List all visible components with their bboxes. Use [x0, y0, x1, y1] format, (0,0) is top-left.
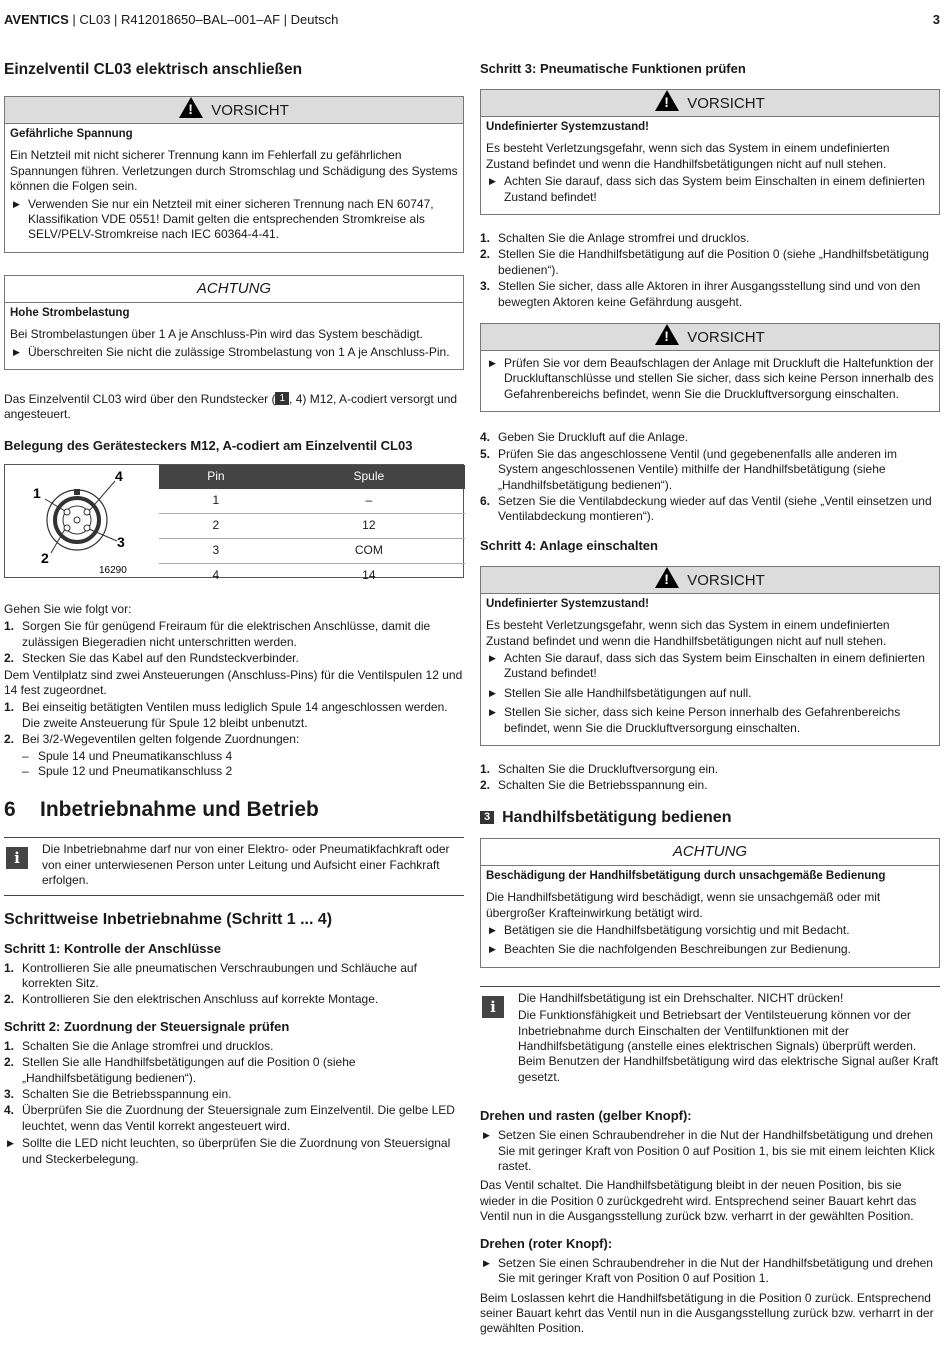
list-item: ▶ Prüfen Sie vor dem Beaufschlagen der Anlage mit Druckluft die Haltefunktion der Druckluftanschlüsse und stellen Sie sicher, dass sich keine Person innerhalb des Gefahrenbereichs befindet, wenn Sie die Druckluftversorgung einschalten.: [489, 356, 934, 401]
subsection-title: Schrittweise Inbetriebnahme (Schritt 1 ... 4): [4, 910, 333, 928]
warning-icon: !: [179, 97, 203, 118]
arrow-icon: ▶: [489, 652, 496, 663]
info-icon: i: [482, 996, 504, 1018]
info-box: i Die Handhilfsbetätigung ist ein Drehschalter. NICHT drücken! Die Funktionsfähigkeit und Betriebsart der Ventilsteuerung können vor der Inbetriebnahme durch Einschalten der Ventilfunktionen mit der Handhilfsbetätigung (anstelle eines elektrischen Signals) überprüft werden. Beim Benutzen der Handhilfsbetätigung wird das elektrische Signal außer Kraft gesetzt.: [480, 986, 940, 1093]
list-item: 3. Stellen Sie sicher, dass alle Aktoren in ihrer Ausgangsstellung sind und von den bewegten Aktoren keine Gefährdung ausgeht.: [480, 279, 921, 309]
connector-figure: [4, 464, 464, 583]
list-item: ▶ Setzen Sie einen Schraubendreher in die Nut der Handhilfsbetätigung und drehen Sie mit geringer Kraft von Position 0 auf Position 1.: [483, 1255, 933, 1286]
list-item: ▶ Stellen Sie sicher, dass sich keine Person innerhalb des Gefahrenbereichs befindet, wenn Sie die Druckluftversorgung einschalten.: [489, 705, 901, 735]
brand: AVENTICS: [4, 12, 69, 27]
list-item: ▶ Betätigen sie die Handhilfsbetätigung vorsichtig und mit Bedacht.: [489, 923, 850, 937]
list-item: – Spule 12 und Pneumatikanschluss 2: [22, 763, 233, 778]
arrow-icon: ▶: [13, 198, 20, 209]
notice-subtitle: Hohe Strombelastung: [10, 306, 130, 319]
connector-drawing: [5, 465, 159, 577]
step-title: Schritt 1: Kontrolle der Anschlüsse: [4, 940, 221, 956]
header-doc: | CL03 | R412018650–BAL–001–AF | Deutsch: [68, 12, 339, 27]
notice-label: ACHTUNG: [5, 276, 463, 303]
figure-key: 3: [480, 811, 494, 824]
list-item: 3. Schalten Sie die Betriebsspannung ein.: [4, 1087, 232, 1101]
list-item: 1. Schalten Sie die Anlage stromfrei und drucklos.: [4, 1038, 274, 1053]
intro-text: Gehen Sie wie folgt vor:: [4, 601, 132, 616]
list-item: 2. Stellen Sie alle Handhilfsbetätigungen auf die Position 0 (siehe „Handhilfsbetätigung bedienen“).: [4, 1055, 356, 1085]
subsection-title: 3 Handhilfsbetätigung bedienen: [480, 808, 940, 828]
warning-icon: !: [655, 567, 679, 588]
list-item: 4. Geben Sie Druckluft auf die Anlage.: [480, 430, 689, 445]
list-item: ▶ Überschreiten Sie nicht die zulässige Strombelastung von 1 A je Anschluss-Pin.: [13, 344, 450, 359]
supply-paragraph: Das Einzelventil CL03 wird über den Rundstecker ( 1 , 4) M12, A-codiert versorgt und angesteuert.: [4, 392, 458, 422]
paragraph: Dem Ventilplatz sind zwei Ansteuerungen (Anschluss-Pins) für die Ventilspulen 12 und 14 fest zugeordnet.: [4, 667, 463, 697]
list-item: 2. Kontrollieren Sie den elektrischen Anschluss auf korrekte Montage.: [4, 992, 379, 1007]
warning-box: ! VORSICHT Undefinierter Systemzustand! Es besteht Verletzungsgefahr, wenn sich das System in einem undefinierten Zustand befindet und wenn die Handhilfsbetätigungen nicht auf null stehen. ▶ Achten Sie darauf, dass sich das System beim Einschalten in einem definierten Zustand befindet!: [480, 89, 940, 215]
warning-box: [4, 96, 464, 253]
list-item: 2. Bei 3/2-Wegeventilen gelten folgende Zuordnungen:: [4, 732, 300, 747]
step-list: [4, 961, 464, 1008]
table-row: 1 –: [159, 489, 465, 514]
list-item: 1. Schalten Sie die Druckluftversorgung ein.: [480, 761, 719, 776]
list-item: ▶ Stellen Sie alle Handhilfsbetätigungen auf null.: [489, 685, 752, 700]
step-title: Schritt 4: Anlage einschalten: [480, 537, 658, 553]
arrow-icon: ▶: [7, 1138, 14, 1149]
list-item: 4. Überprüfen Sie die Zuordnung der Steuersignale zum Einzelventil. Die gelbe LED leuchtet, wenn das Ventil korrekt angesteuert wird.: [4, 1103, 455, 1133]
step-list: [4, 619, 464, 666]
pin-label: 2: [41, 549, 49, 566]
warning-box: ! VORSICHT ▶ Prüfen Sie vor dem Beaufschlagen der Anlage mit Druckluft die Haltefunktion der Druckluftanschlüsse und stellen Sie sicher, dass sich keine Person innerhalb des Gefahrenbereichs befindet, wenn Sie die Druckluftversorgung einschalten.: [480, 323, 940, 412]
list-item: ▶ Verwenden Sie nur ein Netzteil mit einer sicheren Trennung nach EN 60747, Klassifikation VDE 0551! Damit gelten die entsprechenden Stromkreise als SELV/PELV-Stromkreise nach IEC 60364-4-41.: [13, 196, 434, 242]
table-header: Spule: [273, 465, 465, 489]
arrow-icon: ▶: [483, 1257, 490, 1268]
step-title: Schritt 2: Zuordnung der Steuersignale prüfen: [4, 1018, 290, 1034]
chapter-title: 6 Inbetriebnahme und Betrieb: [4, 798, 319, 822]
step-list: [480, 762, 940, 794]
page-number: 3: [932, 12, 940, 27]
warning-text: Ein Netzteil mit nicht sicherer Trennung kann im Fehlerfall zu gefährlichen Spannungen führen. Verletzungen durch Stromschlag und Schädigung des Systems können die Folgen sein.: [10, 148, 458, 194]
list-item: ▶ Sollte die LED nicht leuchten, so überprüfen Sie die Zuordnung von Steuersignal und Steckerbelegung.: [7, 1136, 451, 1166]
info-icon: i: [6, 847, 28, 869]
right-column: Schritt 3: Pneumatische Funktionen prüfen ! VORSICHT Undefinierter Systemzustand! Es besteht Verletzungsgefahr, wenn sich das System in einem undefinierten Zustand befindet und wenn die Handhilfsbetätigungen nicht auf null stehen. ▶ Achten Sie darauf, dass sich das System beim Einschalten in einem definierten Zustand befindet! 1. Schalten Sie die Anlage stromfrei und drucklos. 2. Stellen Sie die Handhilfsbetätigung auf die Position 0 (siehe „Handhilfsbetätigung bedienen“). 3. Stellen Sie sicher, dass alle Aktoren in ihrer Ausgangsstellung sind und von den bewegten Aktoren keine Gefährdung ausgeht. ! VORSICHT ▶ Prüfen Sie vor dem Beaufschlagen der Anlage mit Druckluft die Haltefunktion der Druckluftanschlüsse und stellen Sie sicher, dass sich keine Person innerhalb des Gefahrenbereichs befindet, wenn Sie die Druckluftversorgung einschalten. 4. Geben Sie Druckluft auf die Anlage. 5. Prüfen Sie das angeschlossene Ventil (und gegebenenfalls alle anderen im System angeschlossenen Ventile) mithilfe der Handhilfsbetätigung (siehe „Handhilfsbetätigung bedienen“). 6. Setzen Sie die Ventilabdeckung wieder auf das Ventil (siehe „Ventil einsetzen und Ventilabdeckung montieren“). Schritt 4: Anlage einschalten ! VORSICHT Undefinierter Systemzustand! Es besteht Verletzungsgefahr, wenn sich das System in einem undefinierten Zustand befindet und wenn die Handhilfsbetätigungen nicht auf null stehen. ▶ Achten Sie darauf, dass sich das System beim Einschalten in einem definierten Zustand befindet! ▶ Stellen Sie alle Handhilfsbetätigungen auf null. ▶ Stellen Sie sicher, dass sich keine Person innerhalb des Gefahrenbereichs befindet, wenn Sie die Druckluftversorgung einschalten. 1. Schalten Sie die Druckluftversorgung ein. 2. Schalten Sie die Betriebsspannung ein. 3 Handhilfsbetätigung bedienen ACHTUNG Beschädigung der Handhilfsbetätigung durch unsachgemäße Bedienung Die Handhilfsbetätigung wird beschädigt, wenn sie unsachgemäß oder mit übergroßer Krafteinwirkung betätigt wird. ▶ Betätigen sie die Handhilfsbetätigung vorsichtig und mit Bedacht. ▶ Beachten Sie die nachfolgenden Beschreibungen zur Bedienung. i Die Handhilfsbetätigung ist ein Drehschalter. NICHT drücken! Die Funktionsfähigkeit und Betriebsart der Ventilsteuerung können vor der Inbetriebnahme durch Einschalten der Ventilfunktionen mit der Handhilfsbetätigung (anstelle eines elektrischen Signals) überprüft werden. Beim Benutzen der Handhilfsbetätigung wird das elektrische Signal außer Kraft gesetzt. Drehen und rasten (gelber Knopf): ▶ Setzen Sie einen Schraubendreher in die Nut der Handhilfsbetätigung und drehen Sie mit geringer Kraft von Position 0 auf Position 1, bis sie mit einem leichten Klick rastet. Das Ventil schaltet. Die Handhilfsbetätigung bleibt in der neuen Position, bis sie wieder in die Position 0 zurückgedreht wird. Entsprechend seiner Bauart kehrt das Ventil nun in die Ausgangsstellung zurück bzw. verharrt in der gewählten Position. Drehen (roter Knopf): ▶ Setzen Sie einen Schraubendreher in die Nut der Handhilfsbetätigung und drehen Sie mit geringer Kraft von Position 0 auf Position 1. Beim Loslassen kehrt die Handhilfsbetätigung in die Position 0 zurück. Entsprechend seiner Bauart kehrt das Ventil nun in die Ausgangsstellung zurück bzw. verharrt in der gewählten Position.: [480, 61, 939, 1336]
arrow-icon: ▶: [489, 944, 496, 955]
list-item: – Spule 14 und Pneumatikanschluss 4: [22, 748, 233, 763]
page-header: [4, 12, 940, 30]
figure-code: 16290: [99, 564, 127, 576]
list-item: ▶ Setzen Sie einen Schraubendreher in die Nut der Handhilfsbetätigung und drehen Sie mit geringer Kraft von Position 0 auf Position 1, bis sie mit einem leichten Klick rastet.: [483, 1128, 935, 1174]
warning-icon: !: [655, 324, 679, 345]
step-list: [480, 430, 940, 524]
arrow-icon: ▶: [13, 346, 20, 357]
table-row: 2 12: [159, 513, 465, 538]
pin-label: 1: [33, 484, 41, 501]
section-title: Einzelventil CL03 elektrisch anschließen: [4, 61, 303, 78]
table-row: 4 14: [212, 568, 376, 583]
warning-label: VORSICHT: [211, 102, 289, 119]
warning-box: ! VORSICHT Undefinierter Systemzustand! Es besteht Verletzungsgefahr, wenn sich das System in einem undefinierten Zustand befindet und wenn die Handhilfsbetätigungen nicht auf null stehen. ▶ Achten Sie darauf, dass sich das System beim Einschalten in einem definierten Zustand befindet! ▶ Stellen Sie alle Handhilfsbetätigungen auf null. ▶ Stellen Sie sicher, dass sich keine Person innerhalb des Gefahrenbereichs befindet, wenn Sie die Druckluftversorgung einschalten.: [480, 566, 940, 746]
list-item: 5. Prüfen Sie das angeschlossene Ventil (und gegebenenfalls alle anderen im System angeschlossenen Ventile) mithilfe der Handhilfsbetätigung (siehe „Handhilfsbetätigung bedienen“).: [480, 446, 897, 492]
step-list: [480, 231, 940, 310]
list-item: 1. Schalten Sie die Anlage stromfrei und drucklos.: [480, 231, 750, 246]
list-item: 1. Bei einseitig betätigten Ventilen muss lediglich Spule 14 angeschlossen werden. Die zweite Ansteuerung für Spule 12 bleibt unbenutzt.: [4, 700, 448, 730]
left-column: [4, 58, 464, 1171]
list-item: 1. Kontrollieren Sie alle pneumatischen Verschraubungen und Schläuche auf korrekten Sitz.: [4, 960, 417, 990]
list-item: 2. Schalten Sie die Betriebsspannung ein.: [480, 778, 708, 793]
warning-icon: !: [655, 90, 679, 111]
arrow-icon: ▶: [489, 707, 496, 718]
list-item: 2. Stecken Sie das Kabel auf den Rundsteckverbinder.: [4, 651, 299, 666]
step-list: [4, 700, 464, 747]
list-item: ▶ Achten Sie darauf, dass sich das System beim Einschalten in einem definierten Zustand befindet!: [489, 174, 925, 204]
list-item: 1. Sorgen Sie für genügend Freiraum für die elektrischen Anschlüsse, damit die zulässigen Biegeradien nicht unterschritten werden.: [4, 619, 431, 649]
arrow-icon: ▶: [489, 358, 496, 369]
list-item: ▶ Achten Sie darauf, dass sich das System beim Einschalten in einem definierten Zustand befindet!: [489, 650, 925, 681]
table-row: 3 COM: [159, 538, 465, 563]
notice-text: Bei Strombelastungen über 1 A je Anschluss-Pin wird das System beschädigt.: [10, 327, 423, 342]
pin-label: 4: [115, 467, 123, 484]
dash-list: [4, 749, 464, 780]
table-header: Pin: [159, 465, 273, 489]
step-title: Schritt 3: Pneumatische Funktionen prüfen: [480, 61, 746, 76]
subsection-title: Drehen (roter Knopf):: [480, 1235, 613, 1251]
arrow-icon: ▶: [489, 687, 496, 698]
figure-key: 1: [275, 392, 289, 405]
arrow-icon: ▶: [489, 925, 496, 935]
list-item: ▶ Beachten Sie die nachfolgenden Beschreibungen zur Bedienung.: [489, 942, 851, 957]
pin-label: 3: [117, 533, 125, 550]
notice-box: [4, 275, 464, 370]
arrow-icon: ▶: [489, 176, 496, 187]
step-list: [4, 1039, 464, 1134]
list-item: 6. Setzen Sie die Ventilabdeckung wieder auf das Ventil (siehe „Ventil einsetzen und Ventilabdeckung montieren“).: [480, 493, 932, 524]
arrow-icon: ▶: [483, 1130, 490, 1141]
pin-table: [159, 465, 465, 588]
notice-box: ACHTUNG Beschädigung der Handhilfsbetätigung durch unsachgemäße Bedienung Die Handhilfsbetätigung wird beschädigt, wenn sie unsachgemäß oder mit übergroßer Krafteinwirkung betätigt wird. ▶ Betätigen sie die Handhilfsbetätigung vorsichtig und mit Bedacht. ▶ Beachten Sie die nachfolgenden Beschreibungen zur Bedienung.: [480, 838, 940, 968]
info-box: i Die Inbetriebnahme darf nur von einer Elektro- oder Pneumatikfachkraft oder von einer unterwiesenen Person unter Leitung und Aufsicht einer Fachkraft erfolgen.: [4, 837, 464, 895]
list-item: 2. Stellen Sie die Handhilfsbetätigung auf die Position 0 (siehe „Handhilfsbetätigung bedienen“).: [480, 247, 929, 277]
pin-table-title: Belegung des Gerätesteckers M12, A-codiert am Einzelventil CL03: [4, 437, 413, 453]
subsection-title: Drehen und rasten (gelber Knopf):: [480, 1108, 692, 1124]
warning-subtitle: Gefährliche Spannung: [10, 128, 133, 140]
